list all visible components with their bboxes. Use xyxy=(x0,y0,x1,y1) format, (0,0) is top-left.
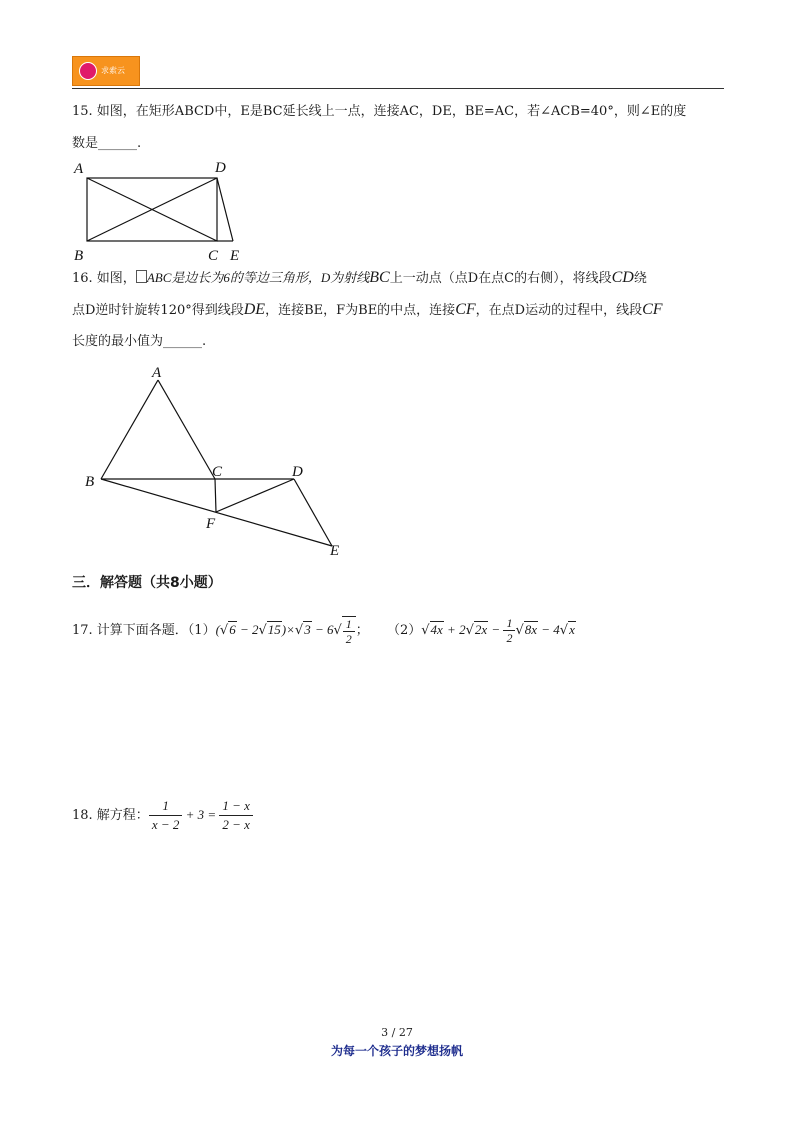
q17-plus2: + 2 xyxy=(443,622,466,637)
q17-minus2: − 2 xyxy=(236,622,259,637)
segment-fd xyxy=(216,479,294,512)
q17-sqrt3: 3 xyxy=(304,622,311,637)
label-D: D xyxy=(292,464,303,480)
q17-frac-num: 1 xyxy=(503,616,515,631)
q17-sqrt8x: 8x xyxy=(524,622,538,637)
question-15-line2: 数是______. xyxy=(72,136,142,151)
q18-right-den: 2 − x xyxy=(222,817,250,832)
q17-minus6: − 6 xyxy=(311,622,334,637)
segment-de xyxy=(294,479,332,546)
q17-sqrt2x: 2x xyxy=(474,622,488,637)
section-3-title: 三．解答题（共8小题） xyxy=(72,575,222,591)
segment-ac xyxy=(158,380,215,479)
question-16-line3: 长度的最小值为______. xyxy=(72,334,207,349)
q16-text-b: ABC是边长为6的等边三角形，D为射线 xyxy=(146,270,370,285)
logo-flower-icon xyxy=(79,62,97,80)
q17-frac-half xyxy=(503,616,515,645)
figure-16-triangle xyxy=(78,362,358,562)
q17-close-times: )× xyxy=(281,622,295,637)
label-E: E xyxy=(230,248,240,264)
question-16-line2 xyxy=(72,300,663,321)
q18-left-num: 1 xyxy=(149,797,183,816)
q17-minus: − xyxy=(488,622,504,637)
q17-sqrt-half xyxy=(342,616,356,646)
q17-sqrt6: 6 xyxy=(229,622,236,637)
logo-text: 求索云 xyxy=(101,66,125,75)
triangle-symbol-icon xyxy=(136,270,147,283)
question-16-line1 xyxy=(72,268,647,289)
q16-ray-bc: BC xyxy=(369,269,390,286)
label-A: A xyxy=(74,161,84,177)
label-A: A xyxy=(152,365,162,381)
q16-seg-de: DE xyxy=(243,301,266,318)
label-C: C xyxy=(212,464,223,480)
q17-frac-den: 2 xyxy=(506,631,513,645)
q16-seg-cd: CD xyxy=(611,269,634,286)
segment-de xyxy=(217,178,233,241)
q17-sqrt15: 15 xyxy=(267,622,281,637)
q16-text-d: 绕 xyxy=(633,271,647,286)
question-17: 17. 计算下面各题．（1）(√6 − 2√15)×√3 − 6√ $\frac{1}{2}$ ； （2）√4x + 2√2x − $\frac{1}{2}$ √8x − 4√x xyxy=(72,616,575,646)
q17-sqrt4x: 4x xyxy=(430,622,443,637)
q16-text-g: ，在点D运动的过程中，线段 xyxy=(475,303,643,318)
label-B: B xyxy=(85,474,95,490)
segment-cf xyxy=(215,479,216,512)
label-F: F xyxy=(206,516,216,532)
question-15-line1: 15. 如图，在矩形ABCD中，E是BC延长线上一点，连接AC，DE，BE=AC，若∠ACB=40°，则∠E的度 xyxy=(72,104,687,119)
segment-be xyxy=(101,479,332,546)
q18-label: 18. 解方程： xyxy=(72,808,149,823)
q16-text-a: 16. 如图， xyxy=(72,271,136,286)
q16-text-e: 点D逆时针旋转120°得到线段 xyxy=(72,303,244,318)
label-E: E xyxy=(330,543,340,559)
segment-ab xyxy=(101,380,158,479)
q17-half-den: 2 xyxy=(345,631,352,646)
q18-left-fraction xyxy=(149,797,183,834)
label-B: B xyxy=(74,248,84,264)
q16-seg-cf: CF xyxy=(455,301,476,318)
q18-right-fraction xyxy=(219,797,253,834)
label-D: D xyxy=(215,160,226,176)
q17-separator: ； xyxy=(355,623,369,638)
q17-intro: 17. 计算下面各题．（1） xyxy=(72,623,216,638)
q17-sqrtx: x xyxy=(569,622,575,637)
q18-right-num: 1 − x xyxy=(219,797,253,816)
q18-middle: + 3 = xyxy=(182,807,220,822)
figure-15-rectangle xyxy=(70,156,250,266)
q16-text-c: 上一动点（点D在点C的右侧），将线段 xyxy=(389,271,612,286)
question-18 xyxy=(72,796,253,838)
q17-half-num: 1 xyxy=(343,617,355,632)
brand-logo xyxy=(72,56,140,86)
q17-minus4: − 4 xyxy=(538,622,560,637)
q18-left-den: x − 2 xyxy=(151,817,180,832)
header-divider xyxy=(72,88,724,89)
footer-motto: 为每一个孩子的梦想扬帆 xyxy=(330,1044,463,1058)
page-number: 3 / 27 xyxy=(381,1026,413,1039)
q16-seg-cf-2: CF xyxy=(642,301,663,318)
label-C: C xyxy=(208,248,219,264)
q16-text-f: ，连接BE，F为BE的中点，连接 xyxy=(265,303,456,318)
q17-part1-open: ( xyxy=(215,622,220,637)
q17-part2-label: （2） xyxy=(386,623,422,638)
